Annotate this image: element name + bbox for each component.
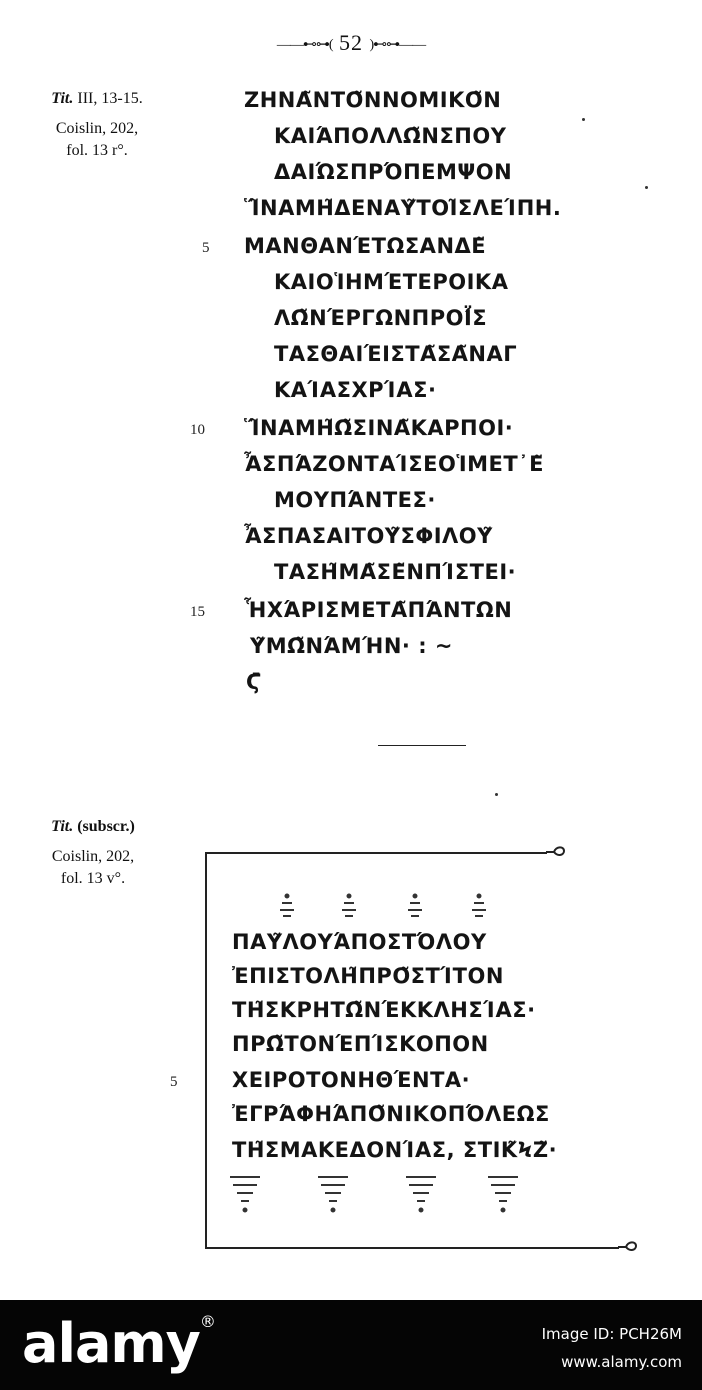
registered-mark-icon: ® (199, 1312, 215, 1331)
section-1-reference (22, 88, 172, 162)
frame-top-rule (205, 852, 547, 854)
text-line: ΔΑΙΏΣΠΡΌΠΕΜΨΟΝ (274, 160, 513, 184)
text-line: ΤΑΣΗ͂ΜΑ͂ΣΕ͂ΝΠΊΣΤΕΙ· (274, 560, 517, 584)
ref-title: Tit. (51, 818, 74, 835)
brand-logo (22, 1312, 215, 1375)
top-ornament-row (270, 892, 500, 922)
frame-left-rule (205, 852, 207, 1247)
subscription-line: ἘΓΡΆΦΗΆΠΟ͂ΝΙΚΟΠΌΛΕΩΣ (232, 1102, 550, 1126)
text-line: ΛΩ͂ΝΈΡΓΩΝΠΡΟΪ́Σ (274, 306, 488, 330)
subscription-line: ΠΡΩ͂ΤΟΝΈΠΊΣΚΟΠΟΝ (232, 1032, 489, 1056)
text-line: ἯΧΆΡΙΣΜΕΤΑ͂ΠΆΝΤΩΝ (244, 598, 513, 622)
image-id: Image ID: PCH26M (541, 1325, 682, 1343)
text-line: Ἵ͂ΝΑΜΗ͂Ω͂ΣΙΝΑ͂ΚΑΡΠΟΙ· (244, 416, 514, 440)
text-line: ἎΣΠΆΖΟΝΤΑΊΣΕΟἹΜΕΤ᾿Ε͂ (244, 452, 545, 476)
section-separator (378, 745, 466, 746)
line-number: 10 (190, 422, 205, 438)
ref-folio: fol. 13 v°. (60, 870, 126, 887)
text-line: ΜΑΝΘΑΝΈΤΩΣΑΝΔΕ͂ (244, 234, 487, 258)
frame-bottom-rule (205, 1247, 619, 1249)
text-line: Ϛ̄ (246, 670, 262, 694)
brand-name: alamy (22, 1312, 200, 1375)
text-line: ἎΣΠΑΣΑΙΤΟΥ͂ΣΦΙΛΟΥ͂ (244, 524, 493, 548)
ink-speck (495, 793, 498, 796)
text-line: Υ͂ΜΩ͂ΝΆΜΉΝ· : ~ (250, 634, 454, 658)
text-line: ΤΑΣΘΑΙΈΙΣΤΑ͂ΣΑ͂ΝΑΓ (274, 342, 518, 366)
watermark-banner (0, 1300, 702, 1390)
subscription-line: ἘΠΙΣΤΟΛΗ͂ΠΡΟ͂ΣΤΊΤΟΝ (232, 964, 504, 988)
heart-leaf-icon (616, 1237, 640, 1257)
page-number (0, 30, 702, 56)
right-ornament: )⊷⊶—— (369, 37, 426, 53)
subscription-line: ΧΕΙΡΟΤΟΝΗΘΈΝΤΑ· (232, 1068, 471, 1092)
subscription-line: ΤΗ͂ΣΜΑΚΕΔΟΝΊΑΣ, ΣΤΙΚ͂ϞΖ͂· (232, 1138, 558, 1162)
ref-chapter: III, 13-15. (77, 90, 143, 107)
left-ornament: ——⊷⊶( (276, 37, 333, 53)
ink-speck (582, 118, 585, 121)
image-code (542, 1320, 682, 1376)
ref-chapter: (subscr.) (77, 818, 135, 835)
line-number: 5 (170, 1074, 178, 1090)
line-number: 15 (190, 604, 205, 620)
line-number: 5 (202, 240, 210, 256)
text-line: ΜΟΥΠΆΝΤΕΣ· (274, 488, 436, 512)
subscription-line: ΠΑΥ͂ΛΟΥΆΠΟΣΤΌΛΟΥ (232, 930, 487, 954)
page-number-value: 52 (339, 30, 363, 55)
heart-leaf-icon (544, 842, 568, 862)
site-url: www.alamy.com (561, 1353, 682, 1371)
ref-title: Tit. (51, 90, 74, 107)
section-2-reference (18, 816, 168, 890)
ref-folio: fol. 13 r°. (66, 142, 128, 159)
ref-source: Coislin, 202, (51, 848, 135, 865)
ref-source: Coislin, 202, (55, 120, 139, 137)
text-line: ΚΑΊΑΣΧΡΊΑΣ· (274, 378, 437, 402)
text-line: Ἵ͂ΝΑΜΗ͂ΔΕΝΑΥ͂ΤΟΙ͂ΣΛΕΊΠΗ. (244, 196, 562, 220)
text-line: ΚΑΙΆΠΟΛΛΩ͂ΝΣΠΟΥ (274, 124, 507, 148)
text-line: ΚΑΙΟἹΗΜΈΤΕΡΟΙΚΑ (274, 270, 509, 294)
subscription-line: ΤΗ͂ΣΚΡΗΤΩ͂ΝΈΚΚΛΗΣΊΑΣ· (232, 998, 536, 1022)
text-line: ΖΗΝΑ͂ΝΤΟ͂ΝΝΟΜΙΚΟ͂Ν (244, 88, 502, 112)
ink-speck (645, 186, 648, 189)
bottom-ornament-row (230, 1174, 520, 1220)
